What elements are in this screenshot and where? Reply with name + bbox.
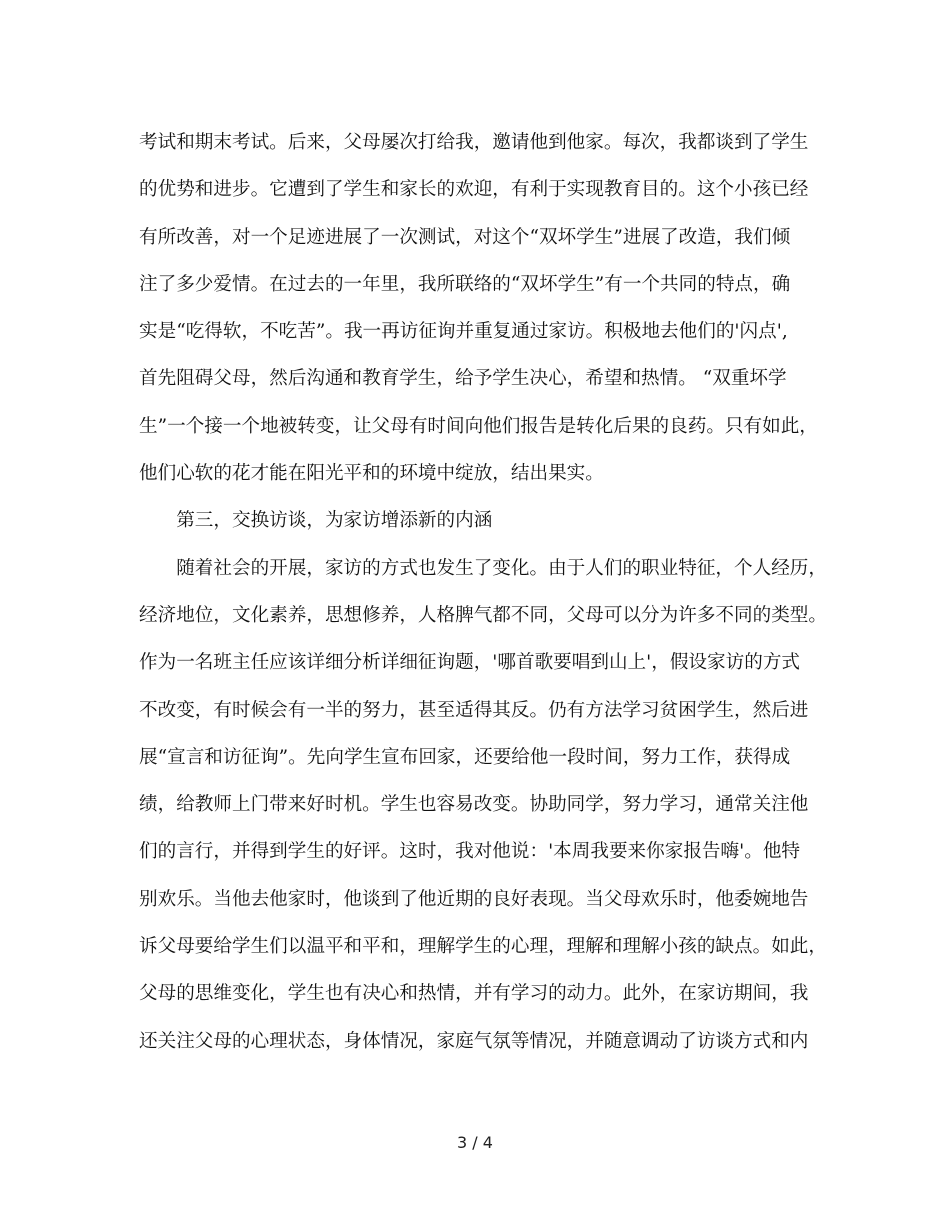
text-line: 们的言行，并得到学生的好评。这时，我对他说：'本周我要来你家报告嗨'。他特 (139, 841, 801, 863)
text-line: 考试和期末考试。后来，父母屡次打给我，邀请他到他家。每次，我都谈到了学生 (139, 132, 809, 153)
text-line: 生”一个接一个地被转变，让父母有时间向他们报告是转化后果的良药。只有如此， (139, 415, 818, 437)
text-line: 绩，给教师上门带来好时机。学生也容易改变。协助同学，努力学习，通常关注他 (139, 794, 809, 816)
text-line: 注了多少爱情。在过去的一年里，我所联络的“双坏学生”有一个共同的特点，确 (139, 273, 791, 295)
text-line: 展“宣言和访征询”。先向学生宣布回家，还要给他一段时间，努力工作，获得成 (139, 746, 791, 768)
text-line: 别欢乐。当他去他家时，他谈到了他近期的良好表现。当父母欢乐时，他委婉地告 (139, 888, 809, 910)
text-line: 实是“吃得软，不吃苦”。我一再访征询并重复通过家访。积极地去他们的'闪点', (139, 321, 788, 343)
text-line: 随着社会的开展，家访的方式也发生了变化。由于人们的职业特征，个人经历， (139, 557, 827, 579)
body-text (139, 127, 827, 1073)
page-number: 3 / 4 (457, 1133, 493, 1152)
text-line: 诉父母要给学生们以温平和平和，理解学生的心理，理解和理解小孩的缺点。如此， (139, 936, 827, 958)
text-line: 首先阻碍父母，然后沟通和教育学生，给予学生决心，希望和热情。 “双重坏学 (139, 368, 787, 390)
text-line: 父母的思维变化，学生也有决心和热情，并有学习的动力。此外，在家访期间，我 (139, 983, 809, 1005)
text-line: 作为一名班主任应该详细分析详细征询题，'哪首歌要唱到山上'，假设家访的方式 (139, 652, 801, 674)
text-line: 他们心软的花才能在阳光平和的环境中绽放，结出果实。 (139, 463, 604, 485)
text-line: 还关注父母的心理状态，身体情况，家庭气氛等情况，并随意调动了访谈方式和内 (139, 1030, 809, 1052)
text-line: 有所改善，对一个足迹进展了一次测试，对这个“双坏学生”进展了改造，我们倾 (139, 226, 791, 248)
section-heading: 第三，交换访谈，为家访增添新的内涵 (139, 510, 493, 532)
text-line: 的优势和进步。它遭到了学生和家长的欢迎，有利于实现教育目的。这个小孩已经 (139, 179, 809, 201)
text-line: 不改变，有时候会有一半的努力，甚至适得其反。仍有方法学习贫困学生，然后进 (139, 699, 809, 721)
text-line: 经济地位，文化素养，思想修养，人格脾气都不同，父母可以分为许多不同的类型。 (139, 604, 827, 626)
